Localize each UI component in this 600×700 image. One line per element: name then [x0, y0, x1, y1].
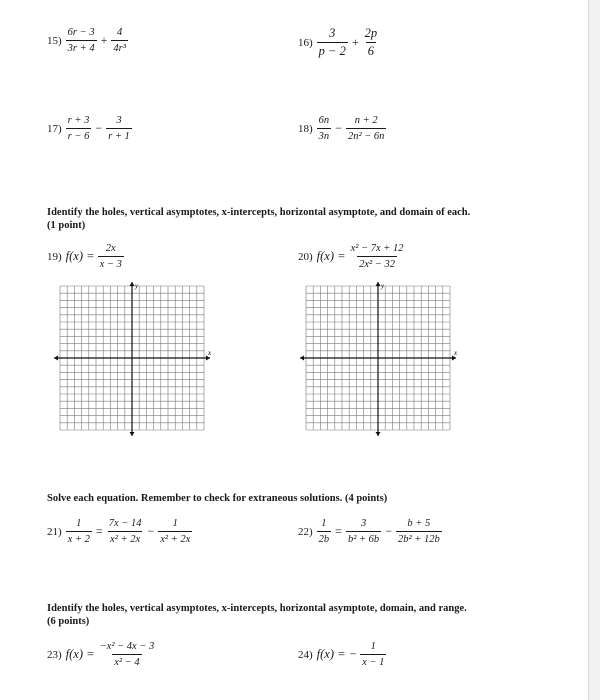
fraction: $\frac{1}{x - 1}$: [362, 641, 385, 668]
fraction: $\frac{2x}{x - 3}$: [99, 243, 122, 270]
problem-number: 17): [47, 122, 62, 135]
x-axis-label: x: [454, 349, 458, 357]
fraction: $\frac{6r - 3}{3r + 4}$: [67, 27, 95, 54]
y-axis-label: y: [381, 282, 385, 290]
problem-18: 18) $\frac{6n}{3n}$ − $\frac{n + 2}{\text{2n² − 6n}}$: [298, 115, 385, 142]
axis-arrow: [54, 356, 58, 361]
problem-number: 18): [298, 122, 313, 135]
fraction: $\frac{1}{x + 2}$: [67, 518, 90, 545]
fraction: $\frac{3}{r + 1}$: [108, 115, 130, 142]
axis-arrow: [130, 282, 135, 286]
section-heading-rational-functions: Identify the holes, vertical asymptotes, x-intercepts, horizontal asymptote, and domain of each. (1 point): [47, 207, 471, 231]
problem-24: 24) f(x) = − $\frac{1}{x - 1}$: [298, 641, 385, 668]
problem-21: 21) $\frac{1}{x + 2}$ = $\frac{7x - 14}{\text{x² + 2x}}$ − $\frac{1}{\text{x² + 2x}}$: [47, 518, 191, 545]
axis-arrow: [376, 432, 381, 436]
fraction: $\frac{\text{x² − 7x + 12}}{\text{2x² − 32}}$: [350, 243, 404, 270]
axis-arrow: [300, 356, 304, 361]
fraction: $\frac{3}{p - 2}$: [318, 26, 346, 58]
problem-20: 20) f(x) = $\frac{\text{x² − 7x + 12}}{\text{2x² − 32}}$: [298, 243, 404, 270]
fraction: $\frac{2p}{6}$: [364, 26, 378, 58]
problem-15: 15) $\frac{6r - 3}{3r + 4}$ + $\frac{4}{\text{4r³}}$: [47, 27, 126, 54]
page-edge: [589, 0, 600, 700]
problem-number: 15): [47, 34, 62, 47]
problem-17: 17) $\frac{r + 3}{r - 6}$ − $\frac{3}{r + 1}$: [47, 115, 130, 142]
problem-number: 16): [298, 36, 313, 49]
problem-16: 16) $\frac{3}{p - 2}$ + $\frac{2p}{6}$: [298, 26, 378, 58]
problem-number: 21): [47, 525, 62, 538]
fraction: $\frac{3}{\text{b² + 6b}}$: [347, 518, 380, 545]
problem-19: 19) f(x) = $\frac{2x}{x - 3}$: [47, 243, 122, 270]
problem-23: 23) f(x) = $\frac{\text{−x² − 4x − 3}}{\text{x² − 4}}$: [47, 641, 155, 668]
problem-number: 19): [47, 250, 62, 263]
y-axis-label: y: [135, 282, 139, 290]
x-axis-label: x: [208, 349, 212, 357]
problem-number: 24): [298, 648, 313, 661]
fraction: $\frac{6n}{3n}$: [318, 115, 330, 142]
fraction: $\frac{7x - 14}{\text{x² + 2x}}$: [108, 518, 142, 545]
problem-number: 20): [298, 250, 313, 263]
fraction: $\frac{b + 5}{\text{2b² + 12b}}$: [397, 518, 440, 545]
fraction: $\frac{4}{\text{4r³}}$: [113, 27, 126, 54]
problem-22: 22) $\frac{1}{2b}$ = $\frac{3}{\text{b² + 6b}}$ − $\frac{b + 5}{\text{2b² + 12b}}$: [298, 518, 440, 545]
axis-arrow: [376, 282, 381, 286]
problem-number: 22): [298, 525, 313, 538]
problem-number: 23): [47, 648, 62, 661]
axis-arrow: [130, 432, 135, 436]
fraction: $\frac{r + 3}{r - 6}$: [67, 115, 90, 142]
fraction: $\frac{n + 2}{\text{2n² − 6n}}$: [347, 115, 385, 142]
coordinate-grid-19: [50, 278, 210, 438]
section-heading-domain-range: Identify the holes, vertical asymptotes, x-intercepts, horizontal asymptote, domain, and range. (6 points): [47, 603, 467, 627]
fraction: $\frac{1}{\text{x² + 2x}}$: [160, 518, 191, 545]
coordinate-grid-20: [296, 278, 456, 438]
section-heading-solve-equations: Solve each equation. Remember to check for extraneous solutions. (4 points): [47, 493, 388, 504]
fraction: $\frac{1}{2b}$: [318, 518, 330, 545]
fraction: $\frac{\text{−x² − 4x − 3}}{\text{x² − 4}}$: [99, 641, 155, 668]
